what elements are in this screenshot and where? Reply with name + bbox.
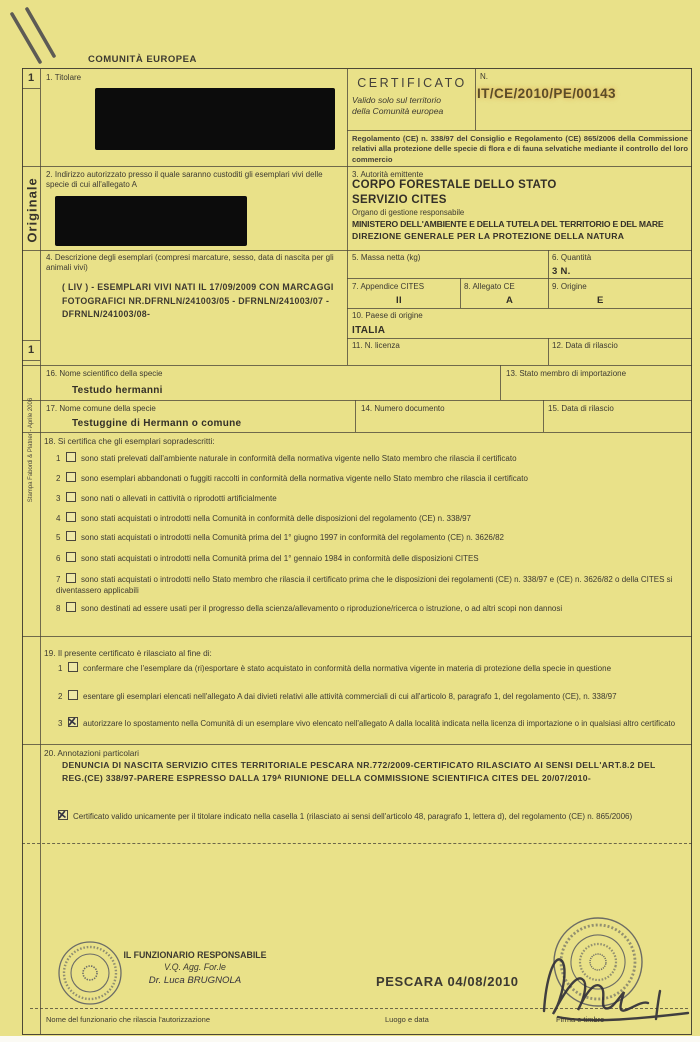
field-6-value: 3 N. (552, 266, 571, 277)
item-number: 5 (56, 533, 61, 542)
item-text: confermare che l'esemplare da (ri)esportare è stato acquistato in conformità della normativa vigente in materia di protezione della specie in questione (83, 664, 612, 673)
border-line (347, 308, 692, 309)
community-header: COMUNITÀ EUROPEA (88, 54, 197, 65)
field-8-value: A (506, 295, 514, 306)
field-7-label: 7. Appendice CITES (352, 282, 425, 291)
border-line (22, 88, 40, 89)
border-line (22, 360, 40, 361)
certify-item-5 (56, 531, 682, 543)
regulation-note: Regolamento (CE) n. 338/97 del Consiglio e Regolamento (CE) 865/2006 della Commissione relativi alla protezione delle specie di flora e di fauna selvatiche mediante il controllo del loro commercio (352, 134, 688, 164)
border-line (500, 365, 501, 400)
caption-official-name: Nome del funzionario che rilascia l'autorizzazione (46, 1015, 211, 1024)
purpose-item-2 (58, 690, 658, 702)
checkbox-icon (68, 717, 78, 727)
item-number: 1 (58, 664, 63, 673)
field-9-label: 9. Origine (552, 282, 587, 291)
official-name: Dr. Luca BRUGNOLA (148, 975, 242, 986)
border-line (347, 278, 692, 279)
field-10-value: ITALIA (352, 325, 386, 336)
field-4-value: ( LIV ) - ESEMPLARI VIVI NATI IL 17/09/2009 CON MARCAGGI FOTOGRAFICI NR.DFRNLN/241003/05 - DFRNLN/241003/07 - DFRNLN/241003/08- (62, 282, 334, 320)
checkbox-icon (66, 492, 76, 502)
checkbox-icon (66, 452, 76, 462)
authority-line2: SERVIZIO CITES (352, 194, 447, 206)
certify-item-7 (56, 573, 676, 596)
round-stamp-left-icon (55, 938, 125, 1008)
item-number: 6 (56, 554, 61, 563)
border-line (475, 68, 476, 130)
redaction-box-address (55, 196, 247, 246)
certify-item-2 (56, 472, 682, 484)
field-5-label: 5. Massa netta (kg) (352, 253, 421, 262)
checkbox-icon (66, 472, 76, 482)
field-20-label: 20. Annotazioni particolari (44, 748, 140, 758)
border-line (691, 68, 692, 1034)
purpose-item-1 (58, 662, 658, 674)
field-19-label: 19. Il presente certificato è rilasciato al fine di: (44, 648, 212, 658)
border-line (347, 130, 692, 131)
certificate-number-value: IT/CE/2010/PE/00143 (477, 86, 616, 101)
item-text: sono stati acquistati o introdotti nella Comunità prima del 1° gennaio 1984 in conformità delle disposizioni CITES (81, 554, 479, 563)
border-line (355, 400, 356, 432)
item-number: 2 (58, 692, 63, 701)
copy-number-mid: 1 (27, 344, 35, 356)
official-title: IL FUNZIONARIO RESPONSABILE (123, 950, 267, 960)
field-15-label: 15. Data di rilascio (548, 404, 614, 413)
field-2-label: 2. Indirizzo autorizzato presso il quale saranno custoditi gli esemplari vivi delle specie di cui all'allegato A (46, 170, 323, 189)
border-line (22, 166, 692, 167)
border-line (22, 68, 23, 1034)
item-number: 3 (58, 719, 63, 728)
certify-item-1 (56, 452, 682, 464)
border-line (22, 432, 692, 433)
field-18-label: 18. Si certifica che gli esemplari sopradescritti: (44, 436, 215, 446)
field-17-label: 17. Nome comune della specie (46, 404, 156, 413)
checkbox-icon (66, 512, 76, 522)
original-label: Originale (24, 177, 40, 243)
handwritten-signature (520, 935, 698, 1035)
border-line (460, 278, 461, 308)
field-16-value: Testudo hermanni (72, 385, 163, 396)
certify-item-6 (56, 552, 682, 564)
item-text: sono stati prelevati dall'ambiente naturale in conformità della normativa vigente nello Stato membro che rilascia il certificato (81, 454, 517, 463)
authority-line1: CORPO FORESTALE DELLO STATO (352, 179, 557, 191)
printer-credit: Stampa Fabordi & Platner - Aprile 2006 (28, 397, 34, 503)
item-text: autorizzare lo spostamento nella Comunità di un esemplare vivo elencato nell'allegato A dalla località indicata nella licenza di importazione o in qualsiasi altro certificato (83, 719, 676, 728)
copy-number-top: 1 (27, 72, 35, 84)
border-line (543, 400, 544, 432)
checkbox-icon (66, 602, 76, 612)
certify-item-4 (56, 512, 682, 524)
border-line (548, 250, 549, 278)
redaction-box-holder (95, 88, 335, 150)
border-line (548, 278, 549, 308)
field-11-label: 11. N. licenza (352, 341, 400, 350)
certify-item-8 (56, 602, 682, 614)
item-text: sono destinati ad essere usati per il progresso della scienza/allevamento o riproduzione/ricerca o istruzione, o ad altri scopi non dannosi (81, 604, 563, 613)
checkbox-icon (66, 531, 76, 541)
item-number: 4 (56, 514, 61, 523)
checkbox-icon (68, 662, 78, 672)
item-number: 3 (56, 494, 61, 503)
certificate-title: CERTIFICATO (357, 76, 467, 90)
official-rank: V.Q. Agg. For.le (164, 962, 226, 972)
border-line (22, 843, 692, 844)
item-text: sono stati acquistati o introdotti nello Stato membro che rilascia il certificato prima che le disposizioni dei regolamenti (CE) n. 338/97 e (CE) n. 3626/82 o della CITES si diventassero applicabili (56, 575, 673, 596)
item-text: esentare gli esemplari elencati nell'allegato A dai divieti relativi alle attività commerciali di cui all'articolo 8, paragrafo 1, del regolamento (CE), n. 338/97 (83, 692, 617, 701)
field-4-label: 4. Descrizione degli esemplari (compresi marcature, sesso, data di nascita per gli animali vivi) (46, 253, 334, 272)
place-date-value: PESCARA 04/08/2010 (376, 974, 519, 989)
border-line (22, 340, 40, 341)
caption-place-date: Luogo e data (385, 1015, 429, 1024)
item-text: sono esemplari abbandonati o fuggiti raccolti in conformità della normativa vigente nello Stato membro che rilascia il certificato (81, 474, 528, 483)
border-line (347, 250, 348, 365)
field-14-label: 14. Numero documento (361, 404, 445, 413)
certificate-number-label: N. (480, 72, 488, 81)
border-line (548, 338, 549, 365)
checkbox-icon (58, 810, 68, 820)
certificate-validity-line2: della Comunità europea (352, 106, 444, 116)
holder-only-note (58, 810, 638, 822)
field-16-label: 16. Nome scientifico della specie (46, 369, 163, 378)
field-6-label: 6. Quantità (552, 253, 592, 262)
certificate-validity-line1: Valido solo sul territorio (352, 95, 442, 105)
caption-signature: Firma e timbro (556, 1015, 605, 1024)
checkbox-icon (66, 573, 76, 583)
authority-line5: DIREZIONE GENERALE PER LA PROTEZIONE DELLA NATURA (352, 231, 625, 241)
border-line (22, 744, 692, 745)
item-number: 8 (56, 604, 61, 613)
field-7-value: II (396, 295, 402, 306)
field-8-label: 8. Allegato CE (464, 282, 515, 291)
checkbox-icon (68, 690, 78, 700)
purpose-item-3 (58, 717, 682, 729)
border-line (347, 338, 692, 339)
item-number: 7 (56, 575, 61, 584)
border-line (22, 400, 692, 401)
border-line (40, 68, 41, 1034)
item-text: sono stati acquistati o introdotti nella Comunità in conformità delle disposizioni del regolamento (CE) n. 338/97 (81, 514, 471, 523)
border-line (22, 68, 692, 69)
item-number: 1 (56, 454, 61, 463)
field-9-value: E (597, 295, 604, 306)
border-line (22, 365, 692, 366)
authority-line4: MINISTERO DELL'AMBIENTE E DELLA TUTELA DEL TERRITORIO E DEL MARE (352, 219, 664, 229)
field-12-label: 12. Data di rilascio (552, 341, 618, 350)
annotation-text: DENUNCIA DI NASCITA SERVIZIO CITES TERRITORIALE PESCARA NR.772/2009-CERTIFICATO RILASCIATO AI SENSI DELL'ART.8.2 DEL REG.(CE) 338/97-PARERE ESPRESSO DALLA 179ᴬ RIUNIONE DELLA COMMISSIONE SCIENTIFICA CITES DEL 20/07/2010- (62, 760, 656, 783)
field-10-label: 10. Paese di origine (352, 311, 423, 320)
item-text: Certificato valido unicamente per il titolare indicato nella casella 1 (rilasciato ai sensi dell'articolo 48, paragrafo 1, lettera d), del regolamento (CE) n. 865/2006) (73, 812, 633, 821)
certify-item-3 (56, 492, 682, 504)
field-13-label: 13. Stato membro di importazione (506, 369, 627, 378)
item-text: sono stati acquistati o introdotti nella Comunità prima del 1° giugno 1997 in conformità del regolamento (CE) n. 3626/82 (81, 533, 504, 542)
border-line (22, 250, 692, 251)
item-number: 2 (56, 474, 61, 483)
checkbox-icon (66, 552, 76, 562)
border-line (22, 636, 692, 637)
field-3-label: 3. Autorità emittente (352, 170, 424, 179)
authority-line3: Organo di gestione responsabile (352, 208, 465, 217)
border-line (347, 68, 348, 250)
item-text: sono nati o allevati in cattività o riprodotti artificialmente (81, 494, 277, 503)
field-17-value: Testuggine di Hermann o comune (72, 418, 242, 429)
field-1-label: 1. Titolare (46, 73, 82, 82)
